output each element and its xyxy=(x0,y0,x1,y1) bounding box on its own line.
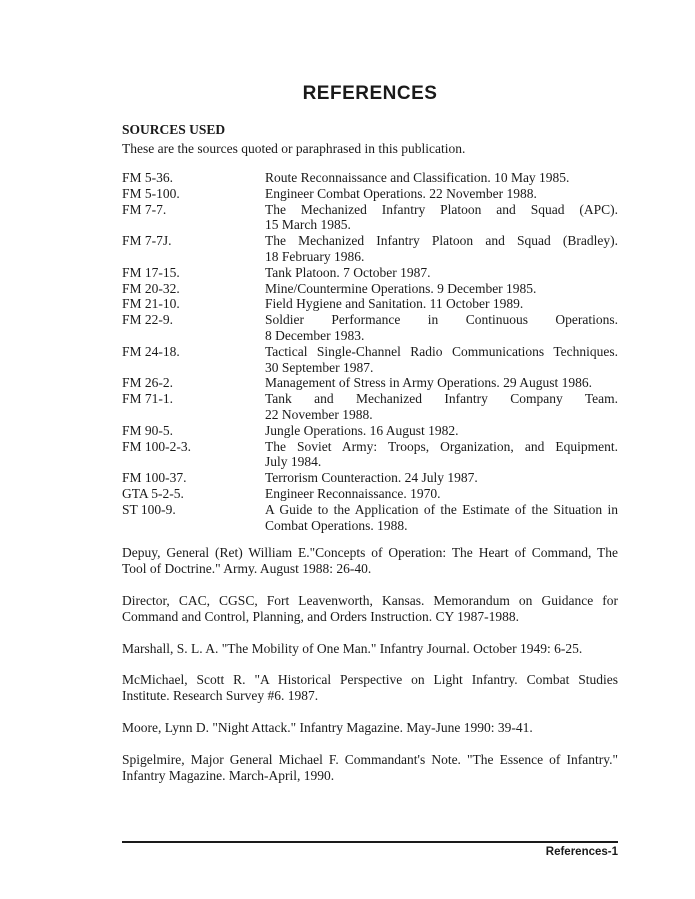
reference-row xyxy=(122,202,618,234)
reference-text xyxy=(265,502,618,534)
reference-row xyxy=(122,439,618,471)
reference-line: The Mechanized Infantry Platoon and Squad (APC). xyxy=(265,201,618,217)
reference-row xyxy=(122,186,618,202)
bibliography-paragraph xyxy=(122,672,618,704)
reference-line: Engineer Combat Operations. 22 November 1988. xyxy=(265,185,537,201)
paragraph-line: Depuy, General (Ret) William E."Concepts of Operation: The Heart of Command, The xyxy=(122,545,618,561)
reference-id: GTA 5-2-5. xyxy=(122,485,184,501)
reference-id: FM 20-32. xyxy=(122,280,180,296)
reference-row xyxy=(122,170,618,186)
reference-id: FM 100-37. xyxy=(122,470,187,486)
intro-text: These are the sources quoted or paraphrased in this publication. xyxy=(122,141,466,156)
bibliography-paragraph xyxy=(122,593,618,625)
reference-line: A Guide to the Application of the Estimate of the Situation in xyxy=(265,501,618,517)
sources-used-heading: SOURCES USED xyxy=(122,122,226,137)
reference-id: FM 7-7J. xyxy=(122,233,172,249)
page-content xyxy=(122,0,618,799)
reference-line: Jungle Operations. 16 August 1982. xyxy=(265,422,459,438)
reference-line: 18 February 1986. xyxy=(265,248,365,264)
reference-text xyxy=(265,375,618,391)
reference-row xyxy=(122,265,618,281)
reference-text xyxy=(265,486,618,502)
reference-line: 15 March 1985. xyxy=(265,217,351,233)
paragraph-line: Command and Control, Planning, and Orders Instruction. CY 1987-1988. xyxy=(122,608,519,624)
reference-row xyxy=(122,344,618,376)
reference-id: FM 100-2-3. xyxy=(122,438,192,454)
reference-id: FM 26-2. xyxy=(122,375,174,391)
reference-line: July 1984. xyxy=(265,454,322,470)
reference-line: Tactical Single-Channel Radio Communications Techniques. xyxy=(265,343,618,359)
reference-line: The Soviet Army: Troops, Organization, and Equipment. xyxy=(265,438,618,454)
reference-text xyxy=(265,186,618,202)
footer-page-label: References-1 xyxy=(545,846,618,858)
reference-line: Mine/Countermine Operations. 9 December 1985. xyxy=(265,280,537,296)
reference-line: Soldier Performance in Continuous Operations. xyxy=(265,312,618,328)
reference-line: Route Reconnaissance and Classification. 10 May 1985. xyxy=(265,170,570,185)
reference-text xyxy=(265,423,618,439)
bibliography-paragraph xyxy=(122,720,618,736)
reference-text xyxy=(265,344,618,376)
reference-id: ST 100-9. xyxy=(122,501,176,517)
references-list xyxy=(122,170,618,533)
reference-line: Field Hygiene and Sanitation. 11 October 1989. xyxy=(265,296,524,312)
paragraph-line: Spigelmire, Major General Michael F. Commandant's Note. "The Essence of Infantry." xyxy=(122,751,618,767)
bibliography-paragraphs xyxy=(122,545,618,783)
reference-line: Management of Stress in Army Operations. 29 August 1986. xyxy=(265,375,592,391)
reference-line: 8 December 1983. xyxy=(265,327,365,343)
reference-text xyxy=(265,170,618,186)
reference-line: Combat Operations. 1988. xyxy=(265,517,408,533)
reference-text xyxy=(265,296,618,312)
bibliography-paragraph xyxy=(122,545,618,577)
reference-line: 22 November 1988. xyxy=(265,406,373,422)
reference-id: FM 90-5. xyxy=(122,422,174,438)
reference-line: Terrorism Counteraction. 24 July 1987. xyxy=(265,470,478,486)
reference-id: FM 17-15. xyxy=(122,264,180,280)
reference-id: FM 5-36. xyxy=(122,170,174,185)
reference-line: Engineer Reconnaissance. 1970. xyxy=(265,485,441,501)
paragraph-line: McMichael, Scott R. "A Historical Perspective on Light Infantry. Combat Studies xyxy=(122,672,618,688)
reference-row xyxy=(122,281,618,297)
reference-text xyxy=(265,439,618,471)
reference-text xyxy=(265,312,618,344)
reference-line: Tank Platoon. 7 October 1987. xyxy=(265,264,431,280)
paragraph-line: Director, CAC, CGSC, Fort Leavenworth, Kansas. Memorandum on Guidance for xyxy=(122,592,618,608)
reference-line: 30 September 1987. xyxy=(265,359,374,375)
reference-row xyxy=(122,470,618,486)
reference-id: FM 5-100. xyxy=(122,185,180,201)
reference-text xyxy=(265,470,618,486)
paragraph-line: Tool of Doctrine." Army. August 1988: 26-40. xyxy=(122,561,372,577)
reference-row xyxy=(122,296,618,312)
reference-row xyxy=(122,486,618,502)
reference-text xyxy=(265,391,618,423)
reference-line: The Mechanized Infantry Platoon and Squad (Bradley). xyxy=(265,233,618,249)
reference-row xyxy=(122,423,618,439)
reference-id: FM 24-18. xyxy=(122,343,180,359)
page-title: REFERENCES xyxy=(302,83,438,104)
paragraph-line: Marshall, S. L. A. "The Mobility of One Man." Infantry Journal. October 1949: 6-25. xyxy=(122,640,583,656)
reference-row xyxy=(122,502,618,534)
reference-row xyxy=(122,391,618,423)
paragraph-line: Moore, Lynn D. "Night Attack." Infantry Magazine. May-June 1990: 39-41. xyxy=(122,719,533,735)
footer-divider xyxy=(122,841,618,843)
reference-id: FM 21-10. xyxy=(122,296,180,312)
reference-line: Tank and Mechanized Infantry Company Team. xyxy=(265,391,618,407)
reference-row xyxy=(122,312,618,344)
paragraph-line: Infantry Magazine. March-April, 1990. xyxy=(122,767,335,783)
reference-id: FM 71-1. xyxy=(122,391,174,407)
reference-id: FM 22-9. xyxy=(122,312,174,328)
bibliography-paragraph xyxy=(122,641,618,657)
reference-id: FM 7-7. xyxy=(122,201,167,217)
reference-text xyxy=(265,281,618,297)
reference-row xyxy=(122,375,618,391)
reference-text xyxy=(265,202,618,234)
reference-row xyxy=(122,233,618,265)
reference-text xyxy=(265,265,618,281)
reference-text xyxy=(265,233,618,265)
paragraph-line: Institute. Research Survey #6. 1987. xyxy=(122,688,319,704)
bibliography-paragraph xyxy=(122,752,618,784)
